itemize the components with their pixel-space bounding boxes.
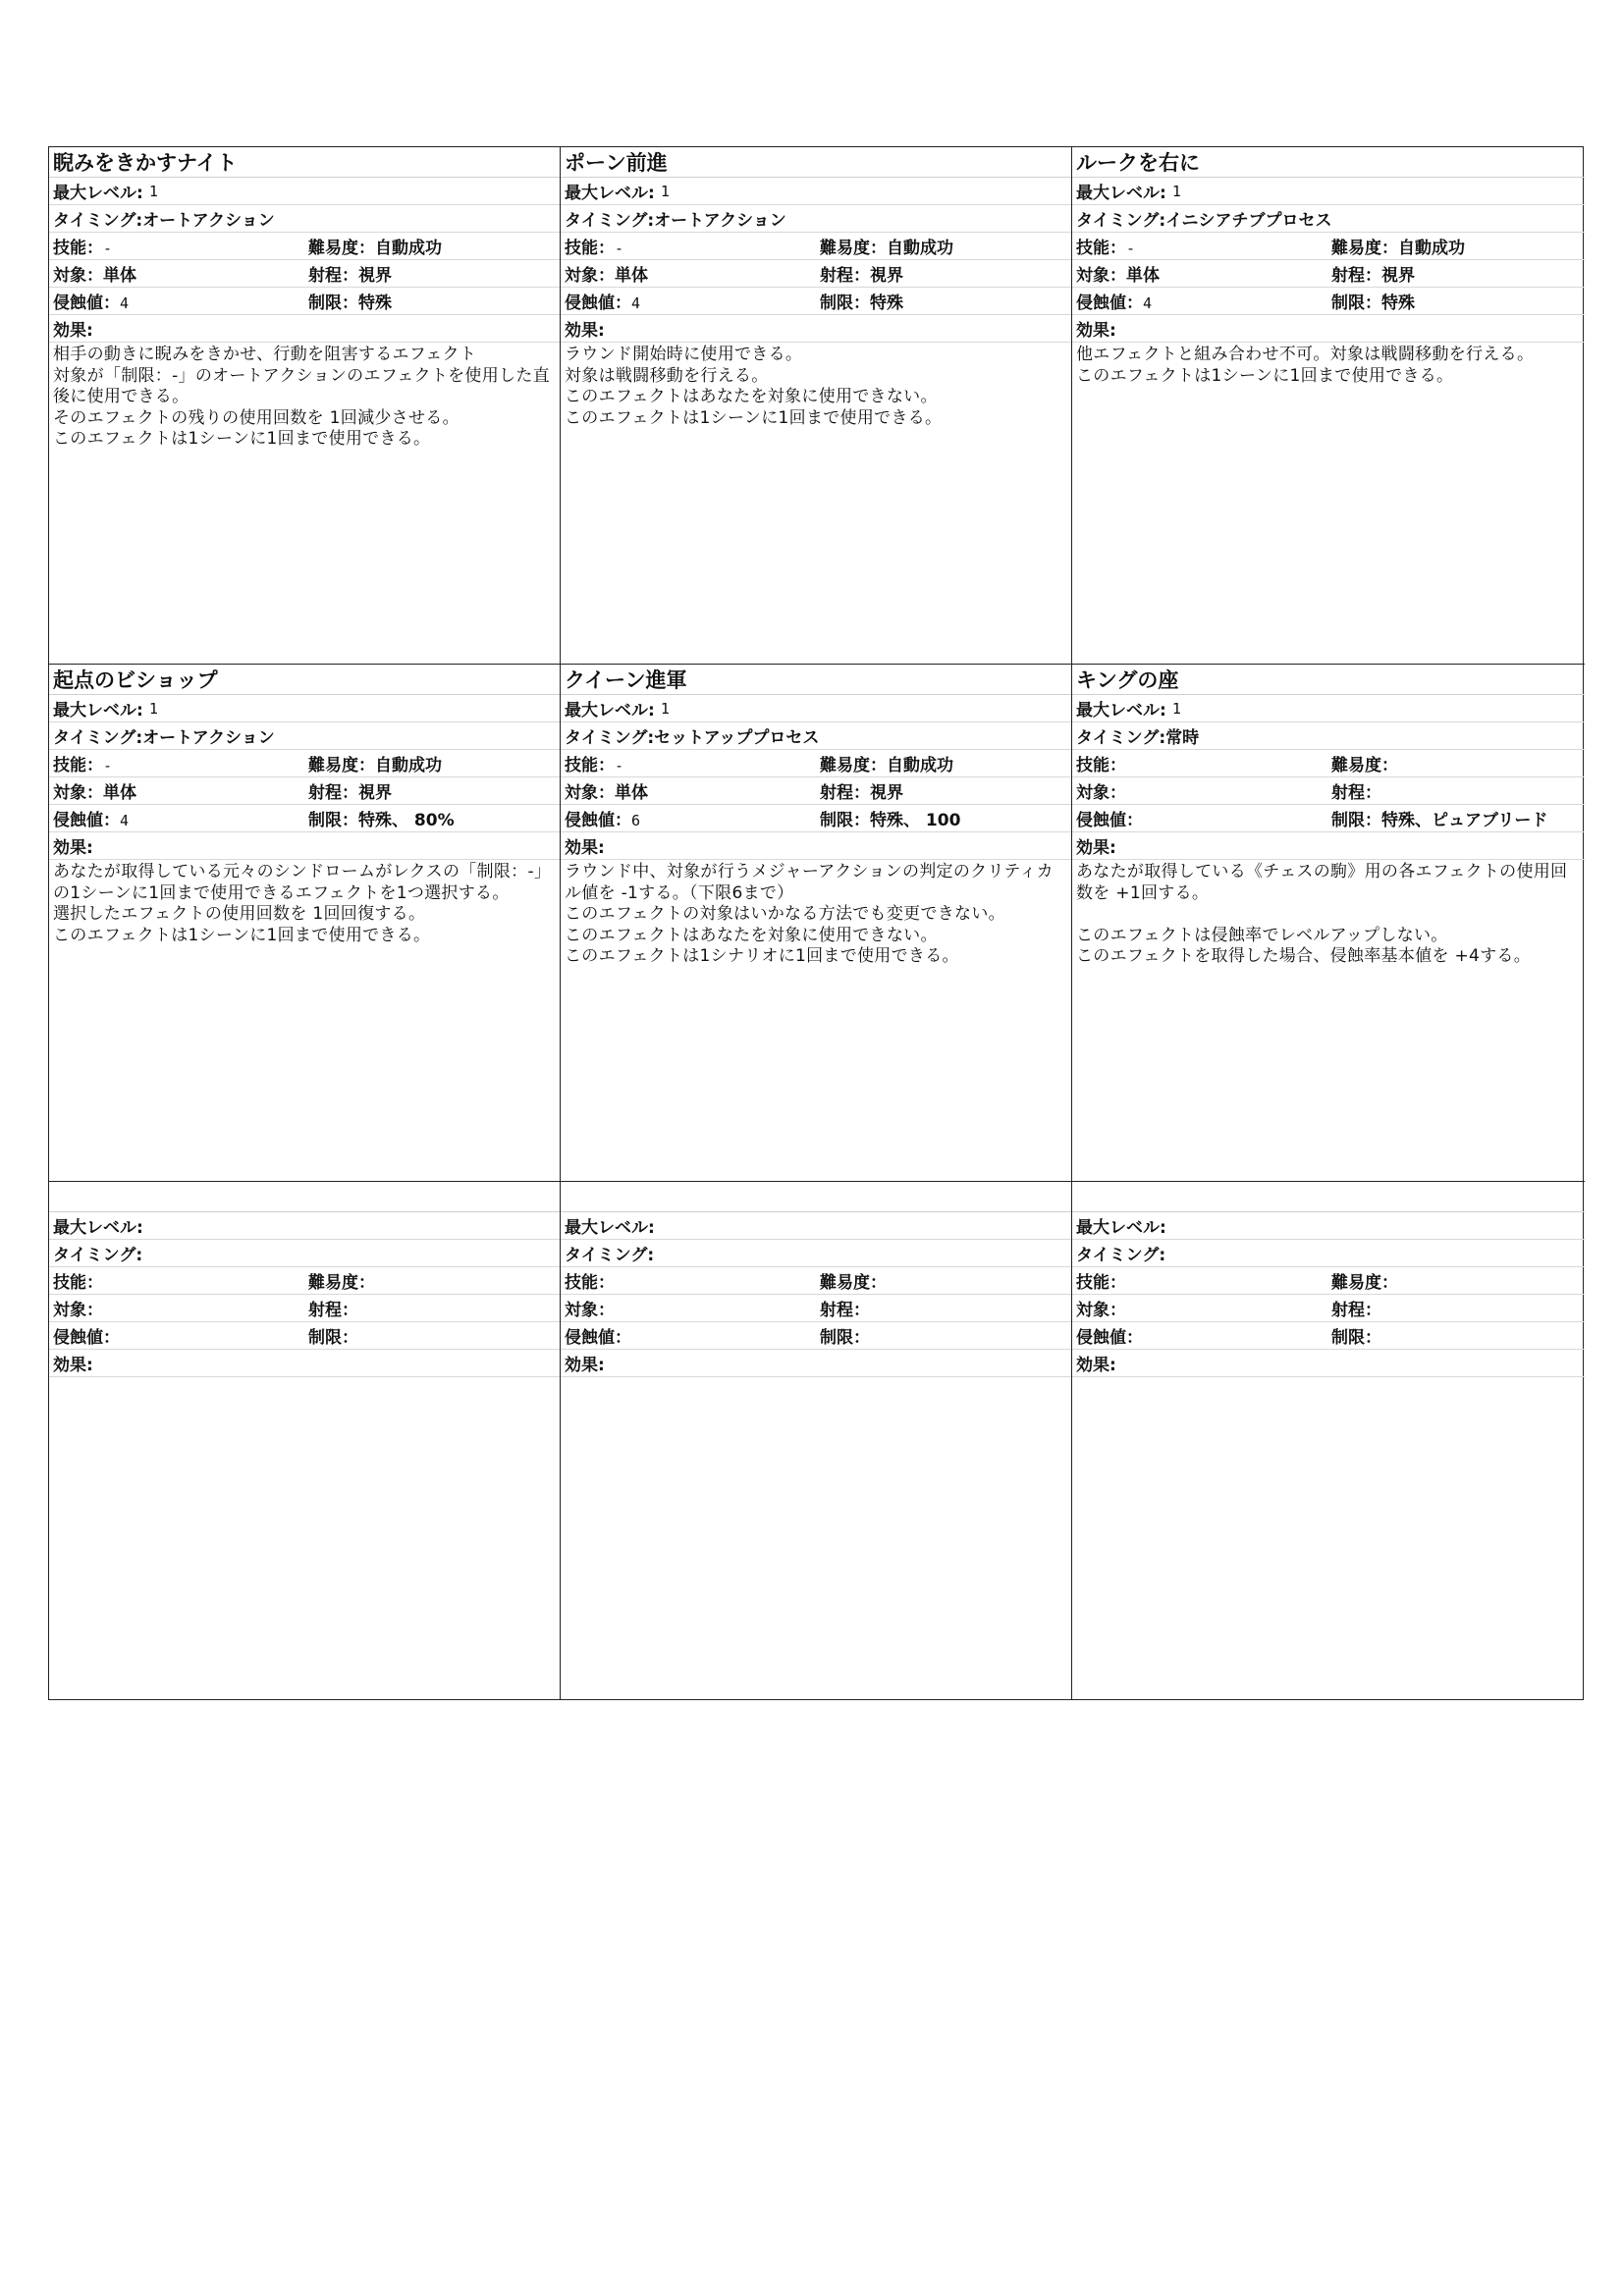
skill-difficulty-row bbox=[49, 233, 560, 260]
timing-label: タイミング: bbox=[1076, 728, 1166, 748]
restriction-label: 制限： bbox=[308, 294, 358, 313]
target-cell bbox=[561, 1296, 816, 1320]
erosion-value: 4 bbox=[120, 294, 130, 312]
erosion-label: 侵蝕値： bbox=[1076, 1328, 1143, 1348]
skill-difficulty-row bbox=[1072, 1267, 1585, 1295]
erosion-label: 侵蝕値： bbox=[53, 1328, 120, 1348]
timing-value: オートアクション bbox=[142, 728, 275, 748]
erosion-cell bbox=[561, 1323, 816, 1348]
card-name: 睨みをきかすナイト bbox=[49, 147, 560, 178]
timing-label: タイミング: bbox=[565, 211, 655, 231]
effect-label: 効果: bbox=[49, 832, 560, 860]
timing-row bbox=[561, 1240, 1071, 1267]
skill-label: 技能： bbox=[565, 1273, 615, 1293]
max-level-value: 1 bbox=[1171, 699, 1181, 718]
target-range-row bbox=[49, 1295, 560, 1322]
skill-difficulty-row bbox=[561, 233, 1071, 260]
effect-card bbox=[1072, 1182, 1585, 1699]
difficulty-value: 自動成功 bbox=[887, 756, 953, 775]
range-label: 射程： bbox=[308, 266, 358, 286]
difficulty-label: 難易度： bbox=[308, 756, 375, 775]
difficulty-value: 自動成功 bbox=[375, 756, 442, 775]
erosion-label: 侵蝕値： bbox=[1076, 294, 1143, 313]
timing-row bbox=[49, 722, 560, 750]
difficulty-value: 自動成功 bbox=[887, 239, 953, 258]
erosion-cell bbox=[49, 289, 304, 313]
effect-label: 効果: bbox=[561, 1350, 1071, 1377]
erosion-cell bbox=[1072, 806, 1327, 830]
skill-difficulty-row bbox=[1072, 750, 1585, 777]
restriction-value: 特殊、 100 bbox=[870, 811, 961, 830]
restriction-label: 制限： bbox=[820, 294, 870, 313]
erosion-label: 侵蝕値： bbox=[565, 294, 631, 313]
max-level-row bbox=[561, 178, 1071, 205]
erosion-restriction-row bbox=[561, 805, 1071, 832]
erosion-value: 6 bbox=[631, 812, 641, 829]
skill-value: - bbox=[615, 240, 624, 257]
card-name: ポーン前進 bbox=[561, 147, 1071, 178]
skill-label: 技能： bbox=[53, 239, 103, 258]
erosion-restriction-row bbox=[49, 805, 560, 832]
skill-cell bbox=[49, 751, 304, 775]
max-level-row bbox=[49, 178, 560, 205]
effect-text: ラウンド中、対象が行うメジャーアクションの判定のクリティカル値を -1する。（下限6まで） このエフェクトの対象はいかなる方法でも変更できない。 このエフェクトはあなたを対象に使用できない。 このエフェクトは1シナリオに1回まで使用できる。 bbox=[565, 862, 1054, 966]
difficulty-label: 難易度： bbox=[1331, 1273, 1398, 1293]
difficulty-value: 自動成功 bbox=[375, 239, 442, 258]
restriction-cell bbox=[1327, 806, 1547, 830]
target-label: 対象： bbox=[565, 266, 615, 286]
target-range-row bbox=[49, 777, 560, 805]
difficulty-cell bbox=[1327, 751, 1398, 775]
restriction-cell bbox=[816, 289, 903, 313]
timing-label: タイミング: bbox=[53, 728, 143, 748]
target-label: 対象： bbox=[53, 783, 103, 803]
range-label: 射程： bbox=[820, 266, 870, 286]
skill-cell bbox=[49, 1268, 304, 1293]
card-name bbox=[49, 1182, 560, 1212]
effect-text bbox=[1072, 1377, 1585, 1379]
target-range-row bbox=[561, 1295, 1071, 1322]
effect-label: 効果: bbox=[49, 1350, 560, 1377]
effect-text: あなたが取得している《チェスの駒》用の各エフェクトの使用回数を +1回する。 このエフェクトは侵蝕率でレベルアップしない。 このエフェクトを取得した場合、侵蝕率基本値を +4する。 bbox=[1076, 862, 1568, 966]
max-level-label: 最大レベル: bbox=[1076, 184, 1166, 203]
skill-value: - bbox=[103, 240, 113, 257]
target-value: 単体 bbox=[103, 783, 136, 803]
card-name: 起点のビショップ bbox=[49, 665, 560, 695]
timing-value: 常時 bbox=[1165, 728, 1200, 748]
difficulty-cell bbox=[304, 1268, 375, 1293]
range-value: 視界 bbox=[358, 266, 392, 286]
erosion-value: 4 bbox=[631, 294, 641, 312]
range-cell bbox=[304, 778, 392, 803]
difficulty-label: 難易度： bbox=[308, 1273, 375, 1293]
timing-label: タイミング: bbox=[53, 1246, 143, 1265]
difficulty-cell bbox=[1327, 234, 1465, 258]
max-level-label: 最大レベル: bbox=[565, 1218, 655, 1238]
timing-value: オートアクション bbox=[654, 211, 786, 231]
max-level-row bbox=[1072, 1212, 1585, 1240]
effect-card bbox=[561, 147, 1072, 665]
target-range-row bbox=[561, 777, 1071, 805]
effect-card bbox=[49, 1182, 561, 1699]
range-cell bbox=[304, 261, 392, 286]
timing-label: タイミング: bbox=[53, 211, 143, 231]
max-level-value: 1 bbox=[660, 182, 670, 200]
difficulty-label: 難易度： bbox=[1331, 756, 1398, 775]
skill-label: 技能： bbox=[53, 756, 103, 775]
erosion-value: 4 bbox=[1143, 294, 1153, 312]
restriction-label: 制限： bbox=[1331, 811, 1381, 830]
effect-text bbox=[49, 1377, 560, 1379]
timing-row bbox=[49, 205, 560, 233]
target-cell bbox=[49, 261, 304, 286]
max-level-row bbox=[1072, 178, 1585, 205]
range-value: 視界 bbox=[1381, 266, 1415, 286]
skill-difficulty-row bbox=[49, 750, 560, 777]
erosion-value: 4 bbox=[120, 812, 130, 829]
timing-row bbox=[49, 1240, 560, 1267]
difficulty-label: 難易度： bbox=[820, 1273, 887, 1293]
max-level-row bbox=[49, 695, 560, 722]
timing-row bbox=[1072, 205, 1585, 233]
max-level-label: 最大レベル: bbox=[565, 701, 655, 721]
range-cell bbox=[1327, 778, 1381, 803]
target-range-row bbox=[1072, 1295, 1585, 1322]
target-range-row bbox=[49, 260, 560, 288]
range-cell bbox=[1327, 261, 1415, 286]
timing-row bbox=[1072, 1240, 1585, 1267]
range-cell bbox=[1327, 1296, 1381, 1320]
skill-difficulty-row bbox=[561, 1267, 1071, 1295]
effect-text: あなたが取得している元々のシンドロームがレクスの「制限：-」の1シーンに1回まで使用できるエフェクトを1つ選択する。 選択したエフェクトの使用回数を 1回回復する。 このエフェクトは1シーンに1回まで使用できる。 bbox=[53, 862, 552, 945]
erosion-restriction-row bbox=[1072, 805, 1585, 832]
effect-text: 相手の動きに睨みをきかせ、行動を阻害するエフェクト 対象が「制限：-」のオートアクションのエフェクトを使用した直後に使用できる。 そのエフェクトの残りの使用回数を 1回減少させる。 このエフェクトは1シーンに1回まで使用できる。 bbox=[53, 345, 550, 449]
effect-text: 他エフェクトと組み合わせ不可。対象は戦闘移動を行える。 このエフェクトは1シーンに1回まで使用できる。 bbox=[1076, 345, 1535, 386]
max-level-row bbox=[1072, 695, 1585, 722]
skill-value: - bbox=[1126, 240, 1136, 257]
timing-row bbox=[561, 205, 1071, 233]
range-value: 視界 bbox=[870, 266, 903, 286]
difficulty-cell bbox=[304, 234, 442, 258]
target-value: 単体 bbox=[1126, 266, 1160, 286]
timing-value: セットアッププロセス bbox=[654, 728, 820, 748]
difficulty-cell bbox=[1327, 1268, 1398, 1293]
target-cell bbox=[49, 778, 304, 803]
effect-text: ラウンド開始時に使用できる。 対象は戦闘移動を行える。 このエフェクトはあなたを対象に使用できない。 このエフェクトは1シーンに1回まで使用できる。 bbox=[565, 345, 943, 428]
timing-label: タイミング: bbox=[565, 1246, 655, 1265]
skill-cell bbox=[1072, 751, 1327, 775]
card-name: キングの座 bbox=[1072, 665, 1585, 695]
skill-cell bbox=[1072, 1268, 1327, 1293]
timing-row bbox=[1072, 722, 1585, 750]
max-level-label: 最大レベル: bbox=[53, 701, 143, 721]
erosion-cell bbox=[561, 289, 816, 313]
erosion-cell bbox=[1072, 1323, 1327, 1348]
max-level-row bbox=[561, 695, 1071, 722]
restriction-cell bbox=[304, 289, 392, 313]
effect-label: 効果: bbox=[561, 315, 1071, 343]
effect-card bbox=[1072, 665, 1585, 1182]
target-label: 対象： bbox=[53, 1301, 103, 1320]
erosion-label: 侵蝕値： bbox=[565, 811, 631, 830]
effect-card bbox=[49, 665, 561, 1182]
range-label: 射程： bbox=[1331, 783, 1381, 803]
target-value: 単体 bbox=[615, 266, 648, 286]
timing-label: タイミング: bbox=[565, 728, 655, 748]
timing-row bbox=[561, 722, 1071, 750]
max-level-value: 1 bbox=[1171, 182, 1181, 200]
timing-value: イニシアチブプロセス bbox=[1165, 211, 1332, 231]
restriction-label: 制限： bbox=[308, 1328, 358, 1348]
restriction-label: 制限： bbox=[820, 811, 870, 830]
difficulty-cell bbox=[816, 234, 953, 258]
max-level-row bbox=[49, 1212, 560, 1240]
restriction-value: 特殊 bbox=[1381, 294, 1415, 313]
difficulty-cell bbox=[304, 751, 442, 775]
erosion-label: 侵蝕値： bbox=[565, 1328, 631, 1348]
max-level-value: 1 bbox=[660, 699, 670, 718]
restriction-value: 特殊 bbox=[870, 294, 903, 313]
erosion-label: 侵蝕値： bbox=[1076, 811, 1143, 830]
erosion-label: 侵蝕値： bbox=[53, 811, 120, 830]
skill-difficulty-row bbox=[561, 750, 1071, 777]
effect-label: 効果: bbox=[561, 832, 1071, 860]
range-label: 射程： bbox=[1331, 1301, 1381, 1320]
difficulty-label: 難易度： bbox=[1331, 239, 1398, 258]
skill-cell bbox=[49, 234, 304, 258]
skill-cell bbox=[561, 751, 816, 775]
max-level-value: 1 bbox=[148, 182, 158, 200]
target-cell bbox=[49, 1296, 304, 1320]
effect-label: 効果: bbox=[1072, 315, 1585, 343]
erosion-cell bbox=[561, 806, 816, 830]
max-level-label: 最大レベル: bbox=[53, 1218, 143, 1238]
effect-card-grid bbox=[48, 146, 1584, 1700]
restriction-cell bbox=[1327, 1323, 1381, 1348]
skill-label: 技能： bbox=[1076, 239, 1126, 258]
effect-card bbox=[1072, 147, 1585, 665]
difficulty-value: 自動成功 bbox=[1398, 239, 1465, 258]
restriction-cell bbox=[1327, 289, 1415, 313]
max-level-row bbox=[561, 1212, 1071, 1240]
range-label: 射程： bbox=[308, 1301, 358, 1320]
target-label: 対象： bbox=[1076, 266, 1126, 286]
target-label: 対象： bbox=[1076, 783, 1126, 803]
erosion-cell bbox=[49, 806, 304, 830]
card-name bbox=[561, 1182, 1071, 1212]
effect-label: 効果: bbox=[1072, 832, 1585, 860]
range-value: 視界 bbox=[870, 783, 903, 803]
range-label: 射程： bbox=[1331, 266, 1381, 286]
difficulty-label: 難易度： bbox=[820, 756, 887, 775]
effect-label: 効果: bbox=[49, 315, 560, 343]
restriction-cell bbox=[816, 1323, 870, 1348]
restriction-value: 特殊、 80% bbox=[358, 811, 455, 830]
effect-label: 効果: bbox=[1072, 1350, 1585, 1377]
range-label: 射程： bbox=[820, 783, 870, 803]
restriction-value: 特殊 bbox=[358, 294, 392, 313]
difficulty-cell bbox=[816, 751, 953, 775]
max-level-label: 最大レベル: bbox=[1076, 1218, 1166, 1238]
card-name bbox=[1072, 1182, 1585, 1212]
difficulty-label: 難易度： bbox=[308, 239, 375, 258]
skill-label: 技能： bbox=[1076, 756, 1126, 775]
range-value: 視界 bbox=[358, 783, 392, 803]
restriction-label: 制限： bbox=[1331, 294, 1381, 313]
restriction-label: 制限： bbox=[820, 1328, 870, 1348]
target-range-row bbox=[1072, 777, 1585, 805]
skill-value: - bbox=[103, 757, 113, 774]
target-value: 単体 bbox=[103, 266, 136, 286]
erosion-restriction-row bbox=[1072, 1322, 1585, 1350]
erosion-cell bbox=[49, 1323, 304, 1348]
timing-label: タイミング: bbox=[1076, 1246, 1166, 1265]
target-range-row bbox=[1072, 260, 1585, 288]
restriction-cell bbox=[304, 806, 455, 830]
effect-card bbox=[561, 665, 1072, 1182]
target-label: 対象： bbox=[1076, 1301, 1126, 1320]
erosion-cell bbox=[1072, 289, 1327, 313]
erosion-restriction-row bbox=[49, 288, 560, 315]
skill-difficulty-row bbox=[1072, 233, 1585, 260]
restriction-cell bbox=[816, 806, 960, 830]
target-cell bbox=[561, 261, 816, 286]
erosion-restriction-row bbox=[561, 288, 1071, 315]
restriction-value: 特殊、ピュアブリード bbox=[1381, 811, 1548, 830]
range-cell bbox=[816, 261, 903, 286]
skill-label: 技能： bbox=[565, 239, 615, 258]
erosion-restriction-row bbox=[561, 1322, 1071, 1350]
max-level-value: 1 bbox=[148, 699, 158, 718]
target-cell bbox=[1072, 261, 1327, 286]
difficulty-label: 難易度： bbox=[820, 239, 887, 258]
target-label: 対象： bbox=[565, 783, 615, 803]
skill-label: 技能： bbox=[53, 1273, 103, 1293]
skill-difficulty-row bbox=[49, 1267, 560, 1295]
range-label: 射程： bbox=[308, 783, 358, 803]
range-cell bbox=[816, 778, 903, 803]
skill-cell bbox=[1072, 234, 1327, 258]
target-cell bbox=[561, 778, 816, 803]
effect-card bbox=[49, 147, 561, 665]
skill-value: - bbox=[615, 757, 624, 774]
erosion-restriction-row bbox=[49, 1322, 560, 1350]
restriction-label: 制限： bbox=[308, 811, 358, 830]
target-range-row bbox=[561, 260, 1071, 288]
max-level-label: 最大レベル: bbox=[53, 184, 143, 203]
skill-label: 技能： bbox=[565, 756, 615, 775]
effect-text bbox=[561, 1377, 1071, 1379]
max-level-label: 最大レベル: bbox=[565, 184, 655, 203]
range-label: 射程： bbox=[820, 1301, 870, 1320]
range-cell bbox=[816, 1296, 870, 1320]
target-label: 対象： bbox=[565, 1301, 615, 1320]
target-label: 対象： bbox=[53, 266, 103, 286]
max-level-label: 最大レベル: bbox=[1076, 701, 1166, 721]
erosion-restriction-row bbox=[1072, 288, 1585, 315]
restriction-cell bbox=[304, 1323, 358, 1348]
card-name: ルークを右に bbox=[1072, 147, 1585, 178]
card-name: クイーン進軍 bbox=[561, 665, 1071, 695]
effect-card bbox=[561, 1182, 1072, 1699]
restriction-label: 制限： bbox=[1331, 1328, 1381, 1348]
skill-label: 技能： bbox=[1076, 1273, 1126, 1293]
difficulty-cell bbox=[816, 1268, 887, 1293]
range-cell bbox=[304, 1296, 358, 1320]
timing-value: オートアクション bbox=[142, 211, 275, 231]
target-cell bbox=[1072, 1296, 1327, 1320]
skill-cell bbox=[561, 1268, 816, 1293]
timing-label: タイミング: bbox=[1076, 211, 1166, 231]
target-value: 単体 bbox=[615, 783, 648, 803]
target-cell bbox=[1072, 778, 1327, 803]
erosion-label: 侵蝕値： bbox=[53, 294, 120, 313]
skill-cell bbox=[561, 234, 816, 258]
